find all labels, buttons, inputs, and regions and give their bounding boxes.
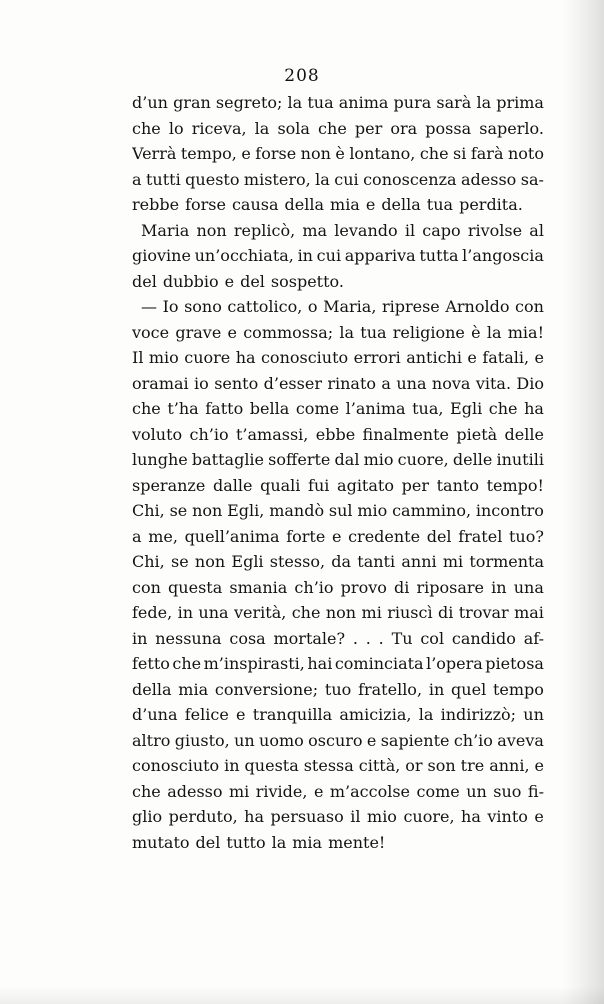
- text-line: speranze dalle quali fui agitato per tanto tempo!: [132, 475, 544, 495]
- text-line: voluto ch’io t’amassi, ebbe finalmente pietà delle: [132, 424, 544, 444]
- page-bottom-shadow: [0, 986, 604, 1004]
- text-line: oramai io sento d’esser rinato a una nova vita. Dio: [132, 373, 544, 393]
- text-line: mutato del tutto la mia mente!: [132, 832, 386, 852]
- body-text: [132, 90, 544, 855]
- text-line: Il mio cuore ha conosciuto errori antichi e fatali, e: [132, 348, 544, 367]
- text-line: d’un gran segreto; la tua anima pura sarà la prima: [132, 93, 544, 112]
- text-line: che t’ha fatto bella come l’anima tua, Egli che ha: [132, 399, 544, 418]
- text-line: rebbe forse causa della mia e della tua perdita.: [132, 195, 523, 214]
- text-line: Chi, se non Egli, mandò sul mio cammino, incontro: [132, 501, 544, 520]
- text-line: giovine un’occhiata, in cui appariva tutta l’angoscia: [132, 246, 544, 265]
- text-line: conosciuto in questa stessa città, or son tre anni, e: [132, 756, 544, 775]
- page-edge-shadow: [562, 0, 604, 1004]
- text-line: d’una felice e tranquilla amicizia, la indirizzò; un: [132, 705, 544, 724]
- text-line: lunghe battaglie sofferte dal mio cuore, delle inutili: [132, 450, 544, 469]
- paragraph: [132, 218, 544, 295]
- text-line: fetto che m’inspirasti, hai cominciata l’opera pietosa: [132, 654, 544, 673]
- text-line: con questa smania ch’io provo di riposare in una: [132, 577, 544, 597]
- text-line: Verrà tempo, e forse non è lontano, che si farà noto: [132, 144, 544, 163]
- paragraph: [132, 294, 544, 855]
- text-line: in nessuna cosa mortale? . . . Tu col candido af-: [132, 628, 544, 648]
- text-line: fede, in una verità, che non mi riuscì di trovar mai: [132, 603, 544, 622]
- text-line: altro giusto, un uomo oscuro e sapiente ch’io aveva: [132, 730, 544, 750]
- text-line: voce grave e commossa; la tua religione è la mia!: [132, 322, 544, 342]
- text-line: che lo riceva, la sola che per ora possa saperlo.: [132, 118, 544, 138]
- page-number: 208: [284, 66, 320, 86]
- text-line: — Io sono cattolico, o Maria, riprese Arnoldo con: [141, 297, 544, 316]
- paragraph: [132, 90, 544, 218]
- text-line: che adesso mi rivide, e m’accolse come un suo fi-: [132, 781, 544, 801]
- text-line: a tutti questo mistero, la cui conoscenza adesso sa-: [132, 169, 544, 189]
- text-line: Maria non replicò, ma levando il capo rivolse al: [141, 220, 544, 240]
- text-line: a me, quell’anima forte e credente del fratel tuo?: [132, 526, 544, 546]
- text-line: della mia conversione; tuo fratello, in quel tempo: [132, 679, 544, 699]
- text-line: glio perduto, ha persuaso il mio cuore, ha vinto e: [132, 807, 544, 826]
- text-line: del dubbio e del sospetto.: [132, 271, 344, 291]
- text-line: Chi, se non Egli stesso, da tanti anni mi tormenta: [132, 552, 544, 571]
